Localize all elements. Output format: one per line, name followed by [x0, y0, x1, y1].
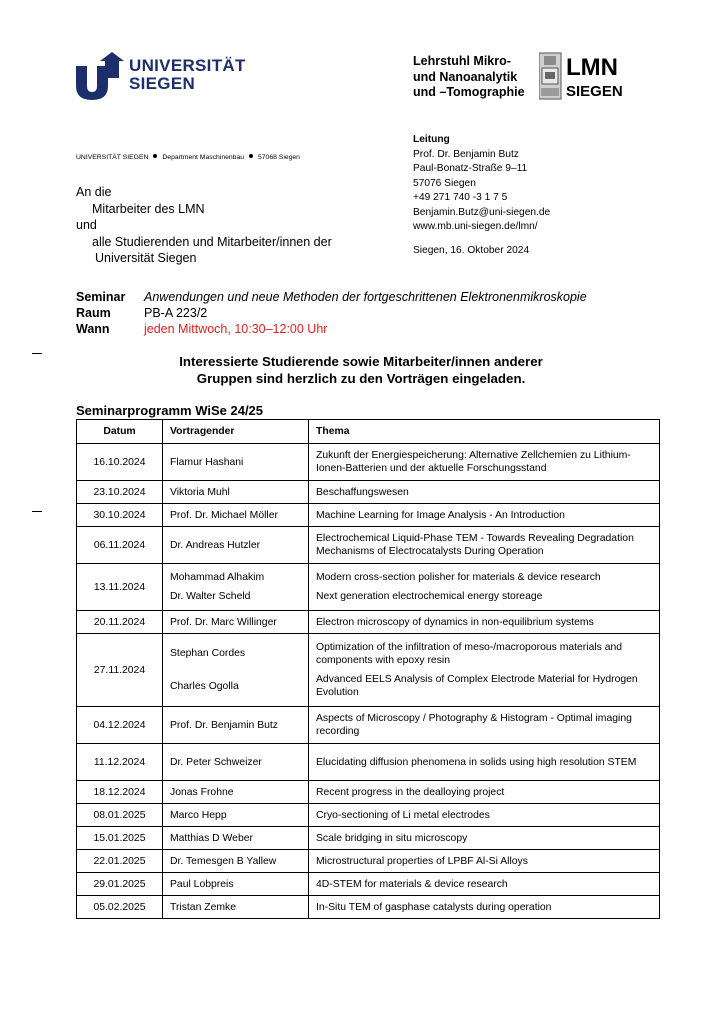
- speaker-name: Viktoria Muhl: [170, 486, 230, 498]
- cell-topic: [309, 564, 660, 611]
- fold-mark: [32, 511, 42, 512]
- room-label: Raum: [76, 306, 111, 320]
- sender-postcode: 57068 Siegen: [258, 154, 300, 161]
- cell-date: 13.11.2024: [77, 564, 163, 611]
- talk-topic: Next generation electrochemical energy storeage: [316, 591, 543, 602]
- table-header-row: [77, 420, 660, 444]
- contact-website: www.mb.uni-siegen.de/lmn/: [413, 221, 538, 232]
- cell-speaker: [163, 634, 309, 707]
- cell-date: 15.01.2025: [77, 827, 163, 850]
- recipient-line: alle Studierenden und Mitarbeiter/innen der: [92, 234, 332, 249]
- cell-date: 20.11.2024: [77, 611, 163, 634]
- cell-topic: [309, 527, 660, 564]
- cell-topic: [309, 896, 660, 919]
- speaker-name: Dr. Peter Schweizer: [170, 756, 262, 768]
- invitation-line2: Gruppen sind herzlich zu den Vorträgen eingeladen.: [196, 371, 526, 386]
- cell-speaker: [163, 827, 309, 850]
- speaker-name: Jonas Frohne: [170, 786, 234, 798]
- table-row: [77, 896, 660, 919]
- lmn-logo: [539, 52, 645, 102]
- talk-topic: Electron microscopy of dynamics in non-equilibrium systems: [316, 616, 594, 628]
- seminar-row: [76, 289, 587, 305]
- cell-topic: [309, 744, 660, 781]
- cell-topic: [309, 873, 660, 896]
- room-row: [76, 305, 587, 321]
- table-row: [77, 481, 660, 504]
- speaker-name: Stephan Cordes: [170, 648, 246, 659]
- talk-topic: Elucidating diffusion phenomena in solids using high resolution STEM: [316, 756, 637, 768]
- cell-speaker: [163, 481, 309, 504]
- cell-speaker: [163, 896, 309, 919]
- cell-speaker: [163, 707, 309, 744]
- bullet-icon: [153, 154, 157, 158]
- column-header-topic: Thema: [309, 420, 660, 444]
- speaker-name: Prof. Dr. Benjamin Butz: [170, 719, 278, 731]
- seminar-label: Seminar: [76, 290, 126, 304]
- table-row: [77, 634, 660, 707]
- cell-topic: [309, 481, 660, 504]
- chair-name: [413, 54, 525, 101]
- speaker-name: Charles Ogolla: [170, 681, 239, 692]
- talk-topic: Machine Learning for Image Analysis - An Introduction: [316, 509, 565, 521]
- contact-phone: +49 271 740 -3 1 7 5: [413, 192, 508, 203]
- invitation-line1: Interessierte Studierende sowie Mitarbeiter/innen anderer: [179, 354, 543, 369]
- cell-date: 18.12.2024: [77, 781, 163, 804]
- fold-mark: [32, 353, 42, 354]
- table-row: [77, 611, 660, 634]
- letter-date: Siegen, 16. Oktober 2024: [413, 245, 530, 256]
- cell-topic: [309, 827, 660, 850]
- talk-topic: Cryo-sectioning of Li metal electrodes: [316, 809, 490, 821]
- speaker-name: Marco Hepp: [170, 809, 227, 821]
- when-label: Wann: [76, 322, 110, 336]
- schedule-table: [76, 419, 660, 919]
- cell-date: 05.02.2025: [77, 896, 163, 919]
- cell-date: 30.10.2024: [77, 504, 163, 527]
- lmn-logo-text: LMN: [566, 54, 618, 81]
- lmn-logo-subtext: SIEGEN: [566, 83, 623, 100]
- contact-email: Benjamin.Butz@uni-siegen.de: [413, 206, 551, 218]
- cell-topic: [309, 804, 660, 827]
- sender-department: Department Maschinenbau: [162, 154, 244, 161]
- cell-topic: [309, 634, 660, 707]
- invitation-text: [76, 353, 646, 387]
- talk-topic: Scale bridging in situ microscopy: [316, 832, 468, 844]
- contact-name: Prof. Dr. Benjamin Butz: [413, 148, 519, 160]
- talk-topic: Recent progress in the dealloying project: [316, 786, 505, 798]
- table-row: [77, 564, 660, 611]
- cell-topic: [309, 444, 660, 481]
- speaker-name: Dr. Walter Scheld: [170, 591, 251, 602]
- cell-speaker: [163, 504, 309, 527]
- chair-name-line2: und Nanoanalytik: [413, 69, 518, 84]
- cell-speaker: [163, 744, 309, 781]
- cell-topic: [309, 850, 660, 873]
- cell-date: 22.01.2025: [77, 850, 163, 873]
- table-row: [77, 504, 660, 527]
- sender-address-line: [76, 154, 300, 161]
- seminar-info: [76, 289, 587, 337]
- contact-city: 57076 Siegen: [413, 177, 476, 189]
- cell-topic: [309, 504, 660, 527]
- microscope-icon: [539, 53, 561, 99]
- university-logo-mark-icon: [76, 52, 124, 100]
- cell-date: 16.10.2024: [77, 444, 163, 481]
- university-name: [129, 57, 246, 93]
- cell-speaker: [163, 781, 309, 804]
- recipient-line: Mitarbeiter des LMN: [92, 201, 205, 216]
- speaker-name: Prof. Dr. Michael Möller: [170, 509, 278, 521]
- table-row: [77, 804, 660, 827]
- talk-topic: Microstructural properties of LPBF Al-Si Alloys: [316, 855, 528, 867]
- cell-date: 23.10.2024: [77, 481, 163, 504]
- cell-topic: [309, 781, 660, 804]
- cell-speaker: [163, 611, 309, 634]
- when-value: jeden Mittwoch, 10:30–12:00 Uhr: [144, 322, 328, 336]
- cell-date: 29.01.2025: [77, 873, 163, 896]
- cell-speaker: [163, 444, 309, 481]
- table-row: [77, 707, 660, 744]
- program-title: Seminarprogramm WiSe 24/25: [76, 403, 264, 418]
- contact-heading: Leitung: [413, 134, 450, 145]
- talk-topic: Electrochemical Liquid-Phase TEM - Towards Revealing Degradation Mechanisms of Electrocatalysts During Operation: [316, 533, 634, 557]
- table-row: [77, 873, 660, 896]
- university-name-line2: SIEGEN: [129, 74, 196, 93]
- chair-name-line1: Lehrstuhl Mikro-: [413, 54, 511, 68]
- university-logo: [76, 52, 251, 102]
- table-row: [77, 850, 660, 873]
- speaker-name: Mohammad Alhakim: [170, 572, 265, 583]
- talk-topic: Aspects of Microscopy / Photography & Histogram - Optimal imaging recording: [316, 713, 632, 737]
- recipient-line: An die: [76, 185, 112, 199]
- speaker-name: Prof. Dr. Marc Willinger: [170, 616, 277, 628]
- speaker-name: Dr. Temesgen B Yallew: [170, 855, 277, 867]
- table-row: [77, 827, 660, 850]
- table-row: [77, 781, 660, 804]
- column-header-speaker: Vortragender: [163, 420, 309, 444]
- talk-topic: Advanced EELS Analysis of Complex Electrode Material for Hydrogen Evolution: [316, 674, 638, 698]
- talk-topic: 4D-STEM for materials & device research: [316, 878, 508, 890]
- speaker-name: Dr. Andreas Hutzler: [170, 539, 261, 551]
- cell-speaker: [163, 850, 309, 873]
- table-row: [77, 444, 660, 481]
- bullet-icon: [249, 154, 253, 158]
- talk-topic: Zukunft der Energiespeicherung: Alternative Zellchemien zu Lithium-Ionen-Batterien und der aktuelle Forschungsstand: [316, 450, 631, 474]
- talk-topic: Optimization of the infiltration of meso-/macroporous materials and components with epoxy resin: [316, 642, 623, 666]
- cell-speaker: [163, 564, 309, 611]
- talk-topic: In-Situ TEM of gasphase catalysts during operation: [316, 901, 552, 913]
- contact-street: Paul-Bonatz-Straße 9–11: [413, 163, 528, 174]
- when-row: [76, 321, 587, 337]
- cell-speaker: [163, 804, 309, 827]
- cell-date: 06.11.2024: [77, 527, 163, 564]
- schedule-body: [77, 444, 660, 919]
- column-header-date: Datum: [77, 420, 163, 444]
- recipient-block: [76, 184, 332, 267]
- recipient-line: Universität Siegen: [95, 251, 197, 265]
- sender-university: UNIVERSITÄT SIEGEN: [76, 154, 149, 161]
- cell-date: 04.12.2024: [77, 707, 163, 744]
- cell-speaker: [163, 527, 309, 564]
- cell-speaker: [163, 873, 309, 896]
- contact-block: [413, 133, 550, 235]
- cell-topic: [309, 707, 660, 744]
- speaker-name: Tristan Zemke: [170, 901, 237, 913]
- talk-topic: Modern cross-section polisher for materials & device research: [316, 572, 601, 583]
- cell-date: 27.11.2024: [77, 634, 163, 707]
- speaker-name: Matthias D Weber: [170, 832, 253, 844]
- speaker-name: Paul Lobpreis: [170, 878, 234, 890]
- cell-topic: [309, 611, 660, 634]
- chair-name-line3: und –Tomographie: [413, 85, 525, 99]
- speaker-name: Flamur Hashani: [170, 456, 244, 468]
- cell-date: 08.01.2025: [77, 804, 163, 827]
- recipient-line: und: [76, 218, 97, 232]
- seminar-title: Anwendungen und neue Methoden der fortgeschrittenen Elektronenmikroskopie: [144, 290, 587, 304]
- table-row: [77, 744, 660, 781]
- cell-date: 11.12.2024: [77, 744, 163, 781]
- university-name-line1: UNIVERSITÄT: [129, 56, 246, 75]
- room-value: PB-A 223/2: [144, 306, 208, 320]
- table-row: [77, 527, 660, 564]
- talk-topic: Beschaffungswesen: [316, 486, 409, 498]
